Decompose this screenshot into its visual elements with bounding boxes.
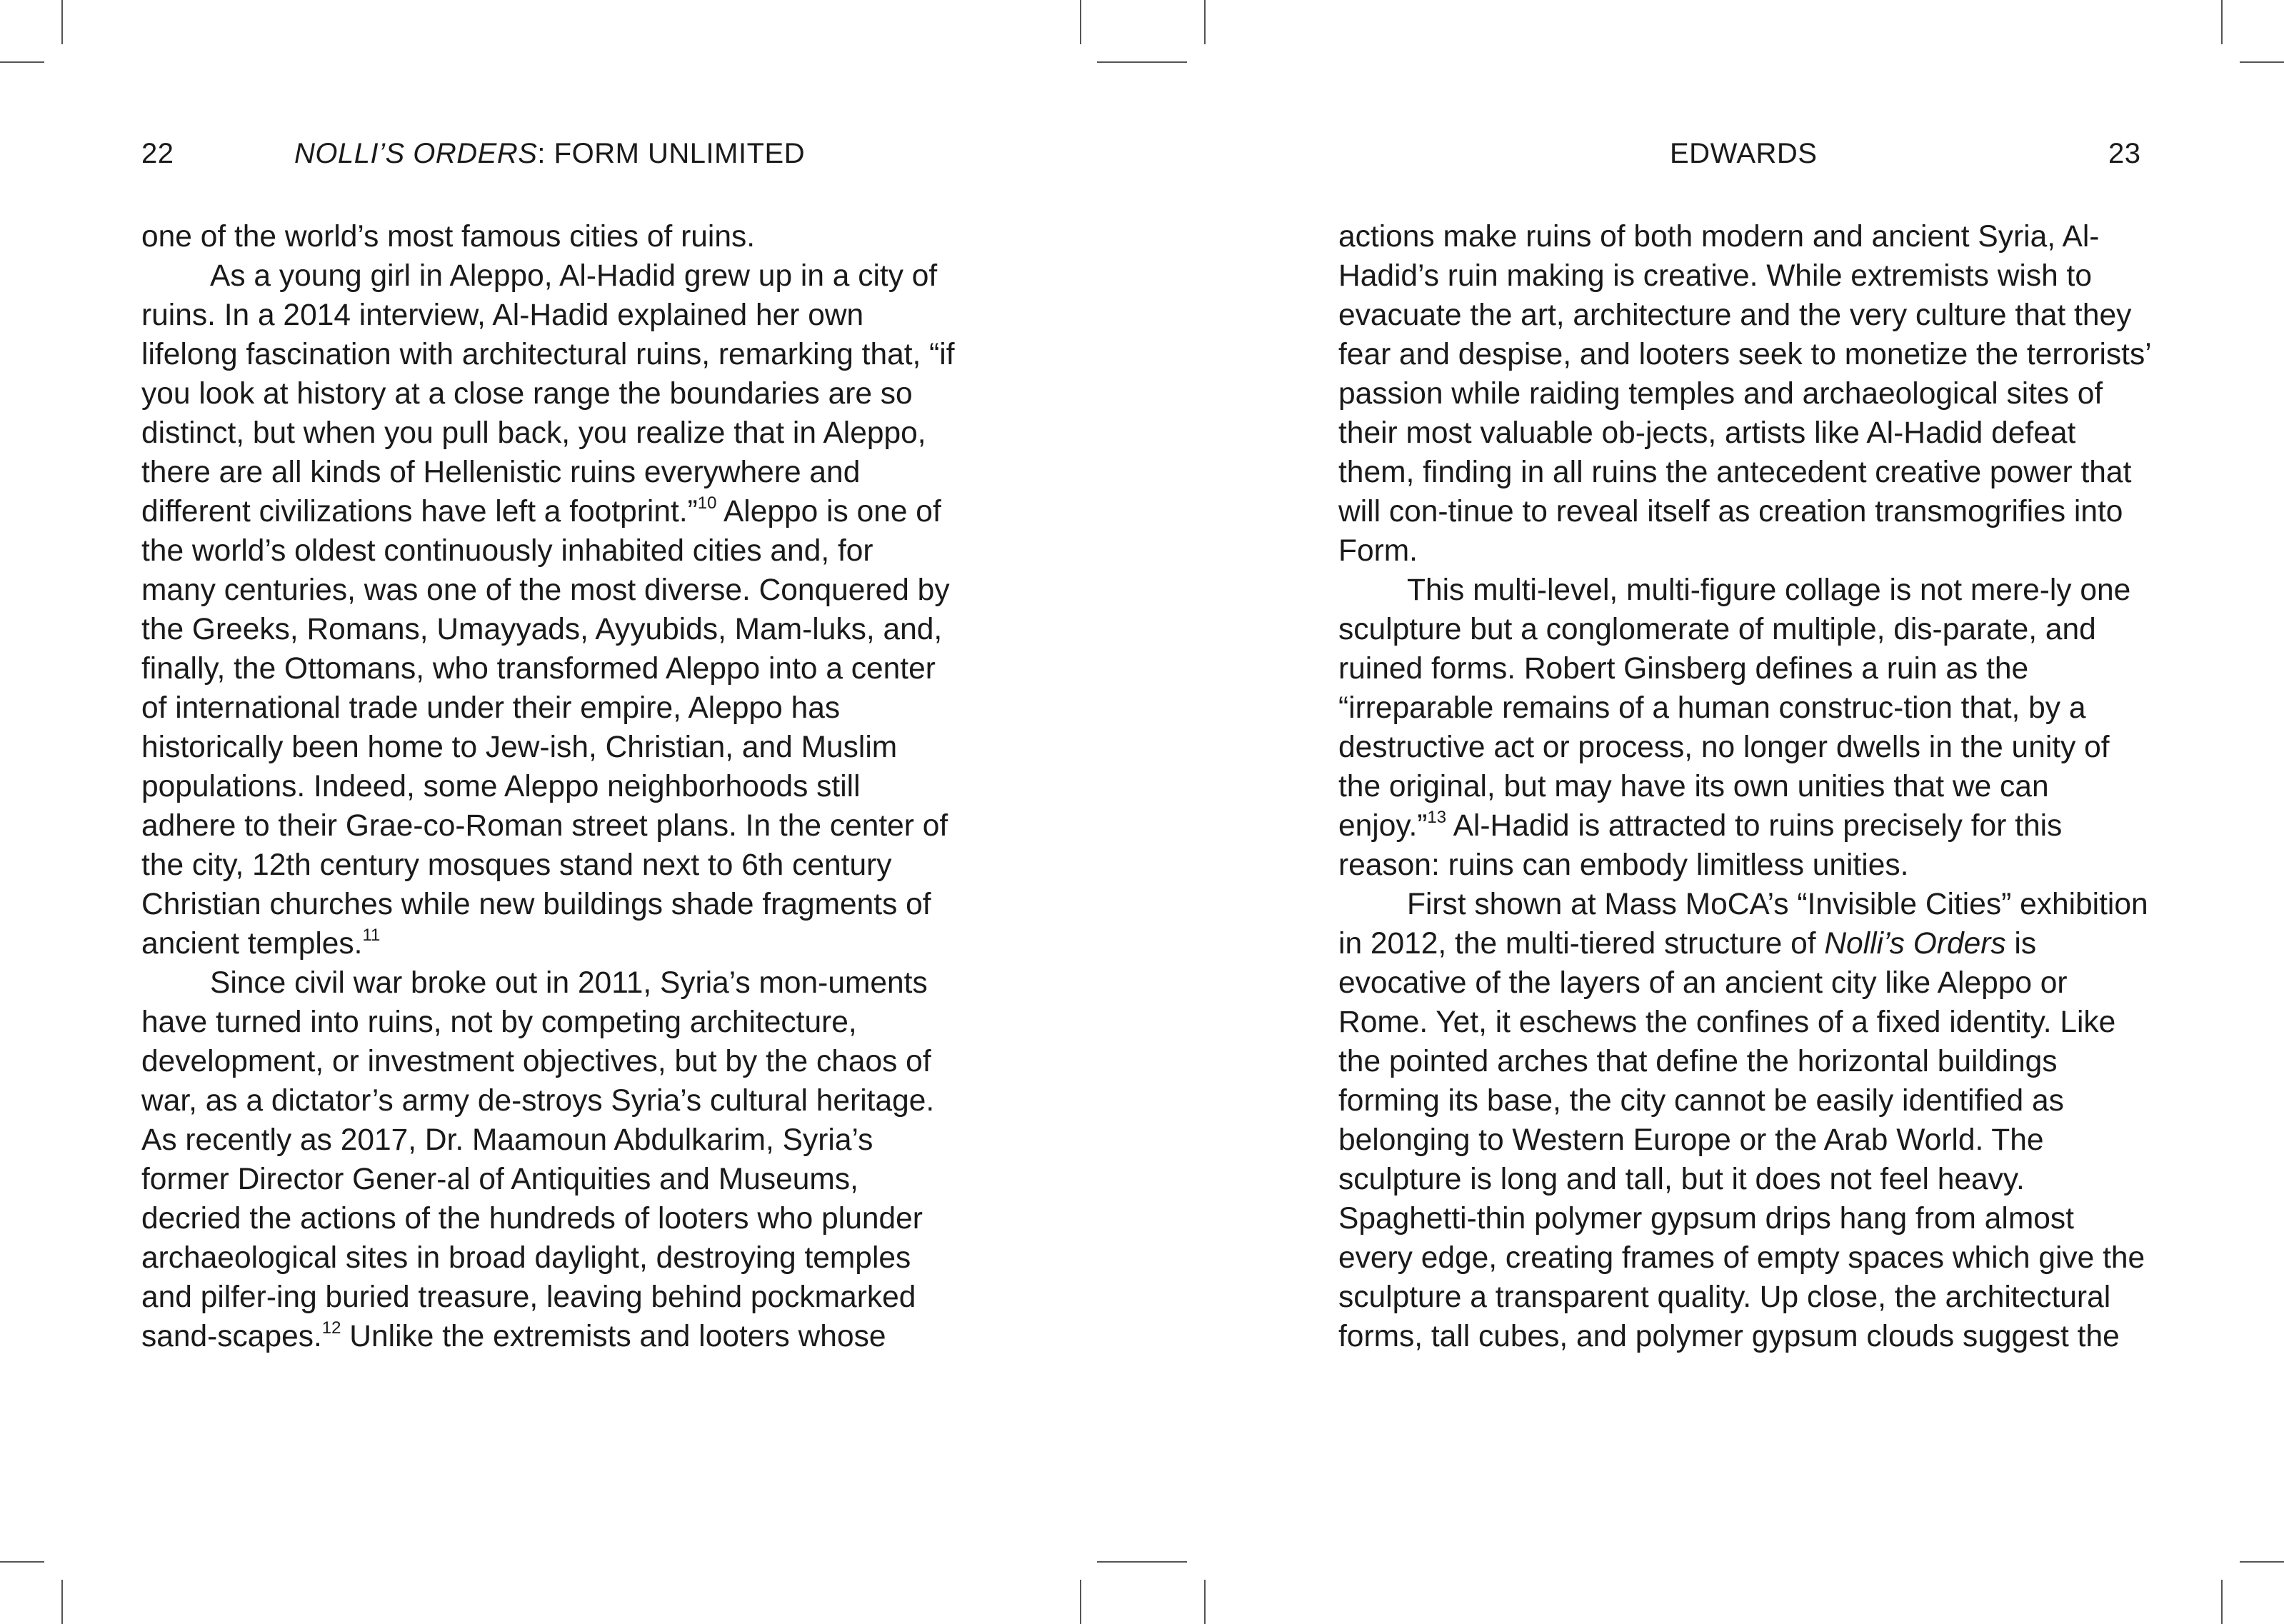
text-run: As a young girl in Aleppo, Al-Hadid grew up in a city of ruins. In a 2014 interview, Al-Hadid explained her own lifelong fascination with architectural ruins, remarking that, “if you look at history at a close range the boundaries are so distinct, but when you pull back, you realize that in Aleppo, there are all kinds of Hellenistic ruins everywhere and different civilizations have left a footprint.” [141, 259, 955, 528]
crop-mark [2221, 0, 2223, 44]
body-paragraph [141, 217, 956, 256]
text-run: Aleppo is one of the world’s oldest continuously inhabited cities and, for many centuries, was one of the most diverse. Conquered by the Greeks, Romans, Umayyads, Ayyubids, Mam-luks, and, finally, the Ottomans, who transformed Aleppo into a center of international trade under their empire, Aleppo has historically been home to Jew-ish, Christian, and Muslim populations. Indeed, some Aleppo neighborhoods still adhere to their Grae-co-Roman street plans. In the center of the city, 12th century mosques stand next to 6th century Christian churches while new buildings shade fragments of ancient temples. [141, 495, 950, 961]
crop-mark [1080, 0, 1081, 44]
body-paragraph [141, 256, 956, 963]
body-paragraph [1338, 885, 2153, 1356]
crop-mark [2221, 1580, 2223, 1624]
footnote-marker: 13 [1427, 808, 1447, 827]
right-page-number: 23 [2108, 138, 2141, 169]
left-running-title [294, 136, 805, 171]
crop-mark [1204, 0, 1206, 44]
crop-mark [1097, 61, 1187, 63]
running-title-italic: NOLLI’S ORDERS [294, 138, 538, 169]
text-run: actions make ruins of both modern and ancient Syria, Al-Hadid’s ruin making is creative. While extremists wish to evacuate the art, architecture and the very culture that they fear and despise, and looters seek to monetize the terrorists’ passion while raiding temples and archaeological sites of their most valuable ob-jects, artists like Al-Hadid defeat them, finding in all ruins the antecedent creative power that will con-tinue to reveal itself as creation transmogrifies into Form. [1338, 220, 2151, 568]
crop-mark [1080, 1580, 1081, 1624]
right-running-title: EDWARDS [1670, 138, 1818, 169]
crop-mark [2240, 1561, 2284, 1563]
left-page-number: 22 [141, 138, 174, 169]
body-paragraph [141, 963, 956, 1356]
body-paragraph [1338, 571, 2153, 885]
text-run: one of the world’s most famous cities of ruins. [141, 220, 756, 254]
crop-mark [2240, 61, 2284, 63]
right-page-body [1338, 217, 2153, 1356]
text-run: First shown at Mass MoCA’s “Invisible Cities” exhibition in 2012, the multi-tiered structure of [1338, 888, 2148, 961]
left-page-body [141, 217, 956, 1356]
italic-title: Nolli’s Orders [1824, 927, 2006, 961]
crop-mark [1204, 1580, 1206, 1624]
text-run: Al-Hadid is attracted to ruins precisely for this reason: ruins can embody limitless unities. [1338, 809, 2063, 882]
footnote-marker: 10 [697, 493, 717, 513]
crop-mark [0, 1561, 44, 1563]
body-paragraph [1338, 217, 2153, 571]
text-run: Since civil war broke out in 2011, Syria’s mon-uments have turned into ruins, not by competing architecture, development, or investment objectives, but by the chaos of war, as a dictator’s army de-stroys Syria’s cultural heritage. As recently as 2017, Dr. Maamoun Abdulkarim, Syria’s former Director Gener-al of Antiquities and Museums, decried the actions of the hundreds of looters who plunder archaeological sites in broad daylight, destroying temples and pilfer-ing buried treasure, leaving behind pockmarked sand-scapes. [141, 966, 935, 1353]
text-run: This multi-level, multi-figure collage is not mere-ly one sculpture but a conglomerate of multiple, dis-parate, and ruined forms. Robert Ginsberg defines a ruin as the “irreparable remains of a human construc-tion that, by a destructive act or process, no longer dwells in the unity of the original, but may have its own unities that we can enjoy.” [1338, 573, 2131, 843]
text-run: is evocative of the layers of an ancient city like Aleppo or Rome. Yet, it eschews the confines of a fixed identity. Like the pointed arches that define the horizontal buildings forming its base, the city cannot be easily identified as belonging to Western Europe or the Arab World. The sculpture is long and tall, but it does not feel heavy. Spaghetti-thin polymer gypsum drips hang from almost every edge, creating frames of empty spaces which give the sculpture a transparent quality. Up close, the architectural forms, tall cubes, and polymer gypsum clouds suggest the [1338, 927, 2145, 1353]
text-run: Unlike the extremists and looters whose [341, 1320, 886, 1353]
crop-mark [1097, 1561, 1187, 1563]
footnote-marker: 11 [362, 926, 381, 945]
running-title-rest: : FORM UNLIMITED [537, 138, 806, 169]
crop-mark [61, 0, 63, 44]
footnote-marker: 12 [321, 1318, 341, 1338]
crop-mark [61, 1580, 63, 1624]
crop-mark [0, 61, 44, 63]
